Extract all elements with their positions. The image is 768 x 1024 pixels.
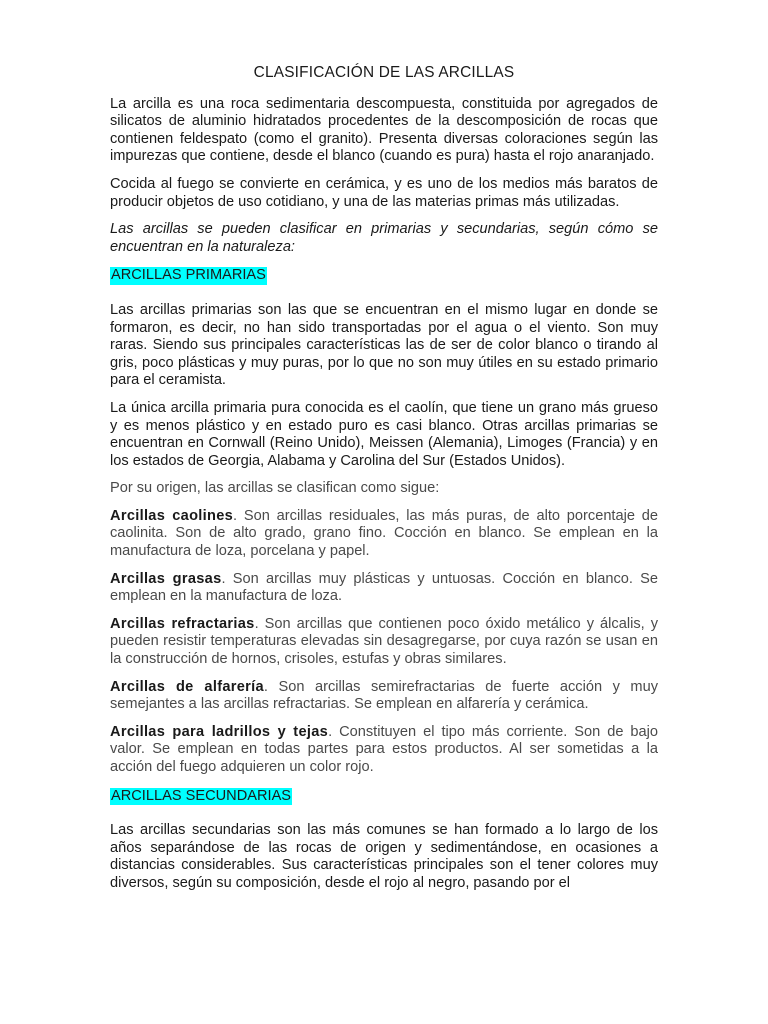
clay-type-term: Arcillas grasas (110, 570, 222, 587)
clay-type-caolines (110, 508, 658, 561)
clay-type-definition: . Son arcillas muy plásticas y untuosas. Cocción en blanco. Se emplean en la manufactura de loza. (110, 570, 658, 605)
intro-paragraph-2: Cocida al fuego se convierte en cerámica, y es uno de los medios más baratos de producir objetos de uso cotidiano, y una de las materias primas más utilizadas. (110, 175, 658, 210)
clay-type-term: Arcillas de alfarería (110, 678, 264, 695)
section-heading-primarias: ARCILLAS PRIMARIAS (111, 267, 266, 284)
classification-note: Las arcillas se pueden clasificar en primarias y secundarias, según cómo se encuentran en la naturaleza: (110, 221, 658, 255)
intro-paragraph-1: La arcilla es una roca sedimentaria descompuesta, constituida por agregados de silicatos de aluminio hidratados procedentes de la descomposición de rocas que contienen feldespato (como el granito). Presenta diversas coloraciones según las impurezas que contiene, desde el blanco (cuando es pura) hasta el rojo anaranjado. (110, 95, 658, 165)
clay-type-definition: . Son arcillas residuales, las más puras, de alto porcentaje de caolinita. Son de alto grado, grano fino. Cocción en blanco. Se emplean en la manufactura de loza, porcelana y papel. (110, 507, 658, 560)
clay-type-term: Arcillas refractarias (110, 615, 255, 632)
clay-type-ladrillos-tejas (110, 724, 658, 777)
clay-type-alfareria (110, 679, 658, 714)
document-page (110, 64, 658, 892)
clay-type-definition: . Constituyen el tipo más corriente. Son de bajo valor. Se emplean en todas partes para estos productos. Al ser sometidas a la acción del fuego adquieren un color rojo. (110, 723, 658, 775)
clay-type-definition: . Son arcillas semirefractarias de fuerte acción y muy semejantes a las arcillas refractarias. Se emplean en alfarería y cerámica. (110, 678, 658, 713)
primarias-paragraph-1: Las arcillas primarias son las que se encuentran en el mismo lugar en donde se formaron, es decir, no han sido transportadas por el agua o el viento. Son muy raras. Siendo sus principales características las de ser de color blanco o tirando al gris, poco plásticas y muy puras, por lo que no son muy útiles en su estado primario para el ceramista. (110, 301, 658, 389)
primarias-paragraph-2: La única arcilla primaria pura conocida es el caolín, que tiene un grano más grueso y es menos plástico y en estado puro es casi blanco. Otras arcillas primarias se encuentran en Cornwall (Reino Unido), Meissen (Alemania), Limoges (Francia) y en los estados de Georgia, Alabama y Carolina del Sur (Estados Unidos). (110, 399, 658, 469)
secundarias-paragraph: Las arcillas secundarias son las más comunes se han formado a lo largo de los años separándose de las rocas de origen y sedimentándose, en ocasiones a distancias considerables. Sus características principales son el tener colores muy diversos, según su composición, desde el rojo al negro, pasando por el (110, 822, 658, 891)
section-primarias-heading-wrap (110, 266, 658, 294)
clay-type-term: Arcillas caolines (110, 507, 234, 524)
section-secundarias-heading-wrap (110, 787, 658, 815)
clay-type-grasas (110, 571, 658, 606)
document-title: CLASIFICACIÓN DE LAS ARCILLAS (253, 64, 515, 81)
clay-type-term: Arcillas para ladrillos y tejas (110, 723, 329, 740)
clay-type-refractarias (110, 616, 658, 669)
origin-intro: Por su origen, las arcillas se clasifican como sigue: (110, 480, 440, 497)
section-heading-secundarias: ARCILLAS SECUNDARIAS (111, 787, 292, 804)
clay-type-definition: . Son arcillas que contienen poco óxido metálico y álcalis, y pueden resistir temperaturas elevadas sin desagregarse, por cuya razón se usan en la construcción de hornos, crisoles, estufas y obras similares. (110, 615, 658, 668)
